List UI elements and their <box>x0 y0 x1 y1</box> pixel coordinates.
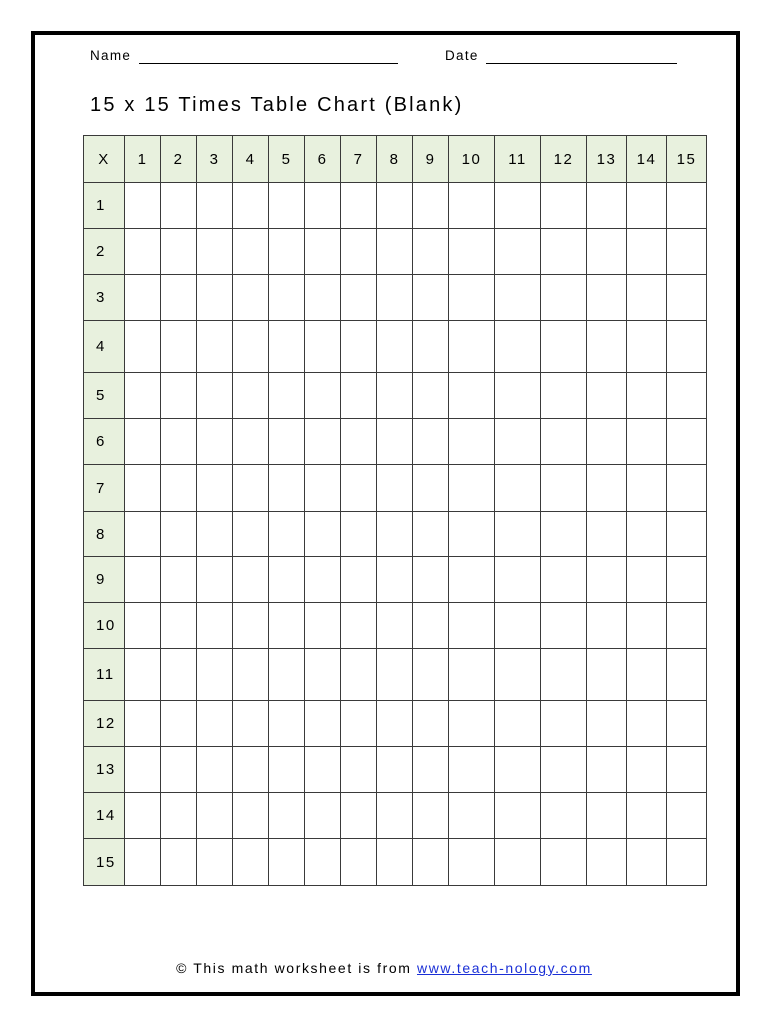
answer-cell[interactable] <box>269 229 305 275</box>
answer-cell[interactable] <box>269 321 305 373</box>
row-header: 13 <box>84 747 125 793</box>
answer-cell[interactable] <box>305 839 341 886</box>
answer-cell[interactable] <box>269 557 305 603</box>
answer-cell[interactable] <box>233 419 269 465</box>
answer-cell[interactable] <box>377 603 413 649</box>
column-header: 14 <box>627 136 667 183</box>
table-row <box>84 321 707 373</box>
row-header: 14 <box>84 793 125 839</box>
answer-cell[interactable] <box>449 603 495 649</box>
table-row <box>84 839 707 886</box>
answer-cell[interactable] <box>413 649 449 701</box>
answer-cell[interactable] <box>233 557 269 603</box>
answer-cell[interactable] <box>161 419 197 465</box>
answer-cell[interactable] <box>541 321 587 373</box>
answer-cell[interactable] <box>125 747 161 793</box>
answer-cell[interactable] <box>197 649 233 701</box>
table-row <box>84 747 707 793</box>
column-header: 1 <box>125 136 161 183</box>
answer-cell[interactable] <box>197 183 233 229</box>
answer-cell[interactable] <box>667 747 707 793</box>
answer-cell[interactable] <box>305 321 341 373</box>
answer-cell[interactable] <box>449 512 495 557</box>
answer-cell[interactable] <box>125 603 161 649</box>
column-header: 15 <box>667 136 707 183</box>
row-header: 4 <box>84 321 125 373</box>
answer-cell[interactable] <box>341 419 377 465</box>
answer-cell[interactable] <box>125 512 161 557</box>
answer-cell[interactable] <box>627 321 667 373</box>
answer-cell[interactable] <box>233 321 269 373</box>
answer-cell[interactable] <box>449 747 495 793</box>
table-row <box>84 465 707 512</box>
answer-cell[interactable] <box>495 321 541 373</box>
answer-cell[interactable] <box>587 747 627 793</box>
answer-cell[interactable] <box>125 557 161 603</box>
answer-cell[interactable] <box>449 419 495 465</box>
name-blank-line[interactable] <box>139 63 398 64</box>
answer-cell[interactable] <box>197 465 233 512</box>
answer-cell[interactable] <box>413 321 449 373</box>
answer-cell[interactable] <box>377 701 413 747</box>
row-header: 15 <box>84 839 125 886</box>
answer-cell[interactable] <box>667 321 707 373</box>
answer-cell[interactable] <box>627 747 667 793</box>
answer-cell[interactable] <box>667 649 707 701</box>
answer-cell[interactable] <box>341 793 377 839</box>
answer-cell[interactable] <box>541 649 587 701</box>
column-header: 5 <box>269 136 305 183</box>
column-header: 8 <box>377 136 413 183</box>
answer-cell[interactable] <box>667 465 707 512</box>
answer-cell[interactable] <box>305 275 341 321</box>
answer-cell[interactable] <box>269 649 305 701</box>
answer-cell[interactable] <box>305 229 341 275</box>
answer-cell[interactable] <box>667 183 707 229</box>
answer-cell[interactable] <box>125 701 161 747</box>
answer-cell[interactable] <box>449 373 495 419</box>
column-header: 9 <box>413 136 449 183</box>
answer-cell[interactable] <box>125 229 161 275</box>
answer-cell[interactable] <box>269 747 305 793</box>
answer-cell[interactable] <box>197 373 233 419</box>
header-fields <box>90 48 690 66</box>
answer-cell[interactable] <box>667 275 707 321</box>
answer-cell[interactable] <box>125 419 161 465</box>
answer-cell[interactable] <box>667 229 707 275</box>
answer-cell[interactable] <box>341 321 377 373</box>
answer-cell[interactable] <box>269 275 305 321</box>
answer-cell[interactable] <box>341 747 377 793</box>
answer-cell[interactable] <box>413 275 449 321</box>
answer-cell[interactable] <box>197 701 233 747</box>
answer-cell[interactable] <box>587 603 627 649</box>
answer-cell[interactable] <box>627 839 667 886</box>
answer-cell[interactable] <box>587 183 627 229</box>
answer-cell[interactable] <box>341 373 377 419</box>
answer-cell[interactable] <box>627 512 667 557</box>
answer-cell[interactable] <box>197 419 233 465</box>
answer-cell[interactable] <box>627 603 667 649</box>
answer-cell[interactable] <box>541 557 587 603</box>
answer-cell[interactable] <box>587 793 627 839</box>
answer-cell[interactable] <box>413 603 449 649</box>
answer-cell[interactable] <box>627 701 667 747</box>
answer-cell[interactable] <box>449 557 495 603</box>
answer-cell[interactable] <box>449 701 495 747</box>
date-blank-line[interactable] <box>486 63 677 64</box>
answer-cell[interactable] <box>587 419 627 465</box>
table-row <box>84 419 707 465</box>
answer-cell[interactable] <box>125 321 161 373</box>
answer-cell[interactable] <box>495 649 541 701</box>
answer-cell[interactable] <box>627 557 667 603</box>
answer-cell[interactable] <box>495 512 541 557</box>
answer-cell[interactable] <box>667 839 707 886</box>
answer-cell[interactable] <box>587 373 627 419</box>
answer-cell[interactable] <box>233 603 269 649</box>
answer-cell[interactable] <box>377 373 413 419</box>
column-header-row <box>84 136 707 183</box>
answer-cell[interactable] <box>495 229 541 275</box>
answer-cell[interactable] <box>161 701 197 747</box>
answer-cell[interactable] <box>269 603 305 649</box>
row-header: 6 <box>84 419 125 465</box>
answer-cell[interactable] <box>667 701 707 747</box>
answer-cell[interactable] <box>495 465 541 512</box>
answer-cell[interactable] <box>541 701 587 747</box>
table-row <box>84 557 707 603</box>
answer-cell[interactable] <box>125 183 161 229</box>
table-row <box>84 373 707 419</box>
answer-cell[interactable] <box>587 512 627 557</box>
answer-cell[interactable] <box>587 649 627 701</box>
answer-cell[interactable] <box>627 465 667 512</box>
answer-cell[interactable] <box>667 603 707 649</box>
answer-cell[interactable] <box>495 183 541 229</box>
table-row <box>84 275 707 321</box>
answer-cell[interactable] <box>377 747 413 793</box>
name-label: Name <box>90 48 132 63</box>
answer-cell[interactable] <box>341 183 377 229</box>
answer-cell[interactable] <box>233 839 269 886</box>
answer-cell[interactable] <box>341 275 377 321</box>
answer-cell[interactable] <box>233 183 269 229</box>
answer-cell[interactable] <box>587 465 627 512</box>
answer-cell[interactable] <box>377 839 413 886</box>
row-header: 12 <box>84 701 125 747</box>
answer-cell[interactable] <box>341 229 377 275</box>
answer-cell[interactable] <box>413 557 449 603</box>
answer-cell[interactable] <box>161 603 197 649</box>
answer-cell[interactable] <box>233 747 269 793</box>
column-header: 7 <box>341 136 377 183</box>
answer-cell[interactable] <box>305 603 341 649</box>
answer-cell[interactable] <box>269 512 305 557</box>
answer-cell[interactable] <box>587 275 627 321</box>
answer-cell[interactable] <box>377 557 413 603</box>
table-row <box>84 229 707 275</box>
answer-cell[interactable] <box>449 839 495 886</box>
corner-cell: X <box>84 136 125 183</box>
answer-cell[interactable] <box>667 373 707 419</box>
footer-link[interactable]: www.teach-nology.com <box>416 960 592 976</box>
answer-cell[interactable] <box>269 839 305 886</box>
table-row <box>84 701 707 747</box>
answer-cell[interactable] <box>161 557 197 603</box>
column-header: 13 <box>587 136 627 183</box>
answer-cell[interactable] <box>413 373 449 419</box>
row-header: 10 <box>84 603 125 649</box>
answer-cell[interactable] <box>341 649 377 701</box>
answer-cell[interactable] <box>125 649 161 701</box>
answer-cell[interactable] <box>197 557 233 603</box>
table-row <box>84 793 707 839</box>
answer-cell[interactable] <box>541 275 587 321</box>
answer-cell[interactable] <box>495 603 541 649</box>
answer-cell[interactable] <box>587 321 627 373</box>
answer-cell[interactable] <box>377 465 413 512</box>
answer-cell[interactable] <box>269 183 305 229</box>
answer-cell[interactable] <box>197 512 233 557</box>
answer-cell[interactable] <box>305 465 341 512</box>
answer-cell[interactable] <box>495 419 541 465</box>
answer-cell[interactable] <box>495 839 541 886</box>
answer-cell[interactable] <box>413 747 449 793</box>
answer-cell[interactable] <box>495 373 541 419</box>
answer-cell[interactable] <box>627 275 667 321</box>
answer-cell[interactable] <box>233 512 269 557</box>
answer-cell[interactable] <box>305 649 341 701</box>
answer-cell[interactable] <box>233 701 269 747</box>
answer-cell[interactable] <box>125 793 161 839</box>
times-table-grid <box>83 135 707 886</box>
table-row <box>84 183 707 229</box>
answer-cell[interactable] <box>341 839 377 886</box>
row-header: 8 <box>84 512 125 557</box>
answer-cell[interactable] <box>341 512 377 557</box>
answer-cell[interactable] <box>587 557 627 603</box>
answer-cell[interactable] <box>495 275 541 321</box>
answer-cell[interactable] <box>305 557 341 603</box>
answer-cell[interactable] <box>667 512 707 557</box>
answer-cell[interactable] <box>449 183 495 229</box>
table-row <box>84 649 707 701</box>
answer-cell[interactable] <box>125 275 161 321</box>
answer-cell[interactable] <box>413 839 449 886</box>
answer-cell[interactable] <box>269 419 305 465</box>
answer-cell[interactable] <box>161 839 197 886</box>
worksheet-title: 15 x 15 Times Table Chart (Blank) <box>90 94 464 116</box>
answer-cell[interactable] <box>161 747 197 793</box>
answer-cell[interactable] <box>377 321 413 373</box>
answer-cell[interactable] <box>161 321 197 373</box>
answer-cell[interactable] <box>541 373 587 419</box>
answer-cell[interactable] <box>541 229 587 275</box>
answer-cell[interactable] <box>413 512 449 557</box>
answer-cell[interactable] <box>413 465 449 512</box>
answer-cell[interactable] <box>233 229 269 275</box>
answer-cell[interactable] <box>541 793 587 839</box>
answer-cell[interactable] <box>305 747 341 793</box>
answer-cell[interactable] <box>233 373 269 419</box>
answer-cell[interactable] <box>449 275 495 321</box>
answer-cell[interactable] <box>667 793 707 839</box>
answer-cell[interactable] <box>161 275 197 321</box>
answer-cell[interactable] <box>341 465 377 512</box>
answer-cell[interactable] <box>161 229 197 275</box>
answer-cell[interactable] <box>541 183 587 229</box>
answer-cell[interactable] <box>495 557 541 603</box>
answer-cell[interactable] <box>627 793 667 839</box>
answer-cell[interactable] <box>449 649 495 701</box>
answer-cell[interactable] <box>125 465 161 512</box>
row-header: 5 <box>84 373 125 419</box>
answer-cell[interactable] <box>233 465 269 512</box>
row-header: 3 <box>84 275 125 321</box>
answer-cell[interactable] <box>269 465 305 512</box>
footer-credit <box>0 960 768 976</box>
answer-cell[interactable] <box>627 183 667 229</box>
column-header: 4 <box>233 136 269 183</box>
answer-cell[interactable] <box>233 275 269 321</box>
table-row <box>84 603 707 649</box>
answer-cell[interactable] <box>305 373 341 419</box>
row-header: 9 <box>84 557 125 603</box>
answer-cell[interactable] <box>627 229 667 275</box>
answer-cell[interactable] <box>197 793 233 839</box>
column-header: 6 <box>305 136 341 183</box>
answer-cell[interactable] <box>413 183 449 229</box>
answer-cell[interactable] <box>305 701 341 747</box>
answer-cell[interactable] <box>341 603 377 649</box>
answer-cell[interactable] <box>413 229 449 275</box>
answer-cell[interactable] <box>197 747 233 793</box>
answer-cell[interactable] <box>413 793 449 839</box>
answer-cell[interactable] <box>627 373 667 419</box>
answer-cell[interactable] <box>161 373 197 419</box>
answer-cell[interactable] <box>541 465 587 512</box>
answer-cell[interactable] <box>269 373 305 419</box>
answer-cell[interactable] <box>341 557 377 603</box>
answer-cell[interactable] <box>667 419 707 465</box>
answer-cell[interactable] <box>449 793 495 839</box>
answer-cell[interactable] <box>125 839 161 886</box>
answer-cell[interactable] <box>587 229 627 275</box>
answer-cell[interactable] <box>197 275 233 321</box>
answer-cell[interactable] <box>305 183 341 229</box>
answer-cell[interactable] <box>449 321 495 373</box>
answer-cell[interactable] <box>449 465 495 512</box>
answer-cell[interactable] <box>377 793 413 839</box>
answer-cell[interactable] <box>197 839 233 886</box>
answer-cell[interactable] <box>197 229 233 275</box>
answer-cell[interactable] <box>233 649 269 701</box>
table-row <box>84 512 707 557</box>
answer-cell[interactable] <box>541 603 587 649</box>
answer-cell[interactable] <box>541 512 587 557</box>
answer-cell[interactable] <box>305 793 341 839</box>
row-header: 1 <box>84 183 125 229</box>
date-label: Date <box>445 48 479 63</box>
row-header: 7 <box>84 465 125 512</box>
answer-cell[interactable] <box>377 229 413 275</box>
answer-cell[interactable] <box>161 183 197 229</box>
answer-cell[interactable] <box>269 793 305 839</box>
answer-cell[interactable] <box>233 793 269 839</box>
row-header: 2 <box>84 229 125 275</box>
column-header: 2 <box>161 136 197 183</box>
column-header: 10 <box>449 136 495 183</box>
answer-cell[interactable] <box>627 649 667 701</box>
answer-cell[interactable] <box>587 701 627 747</box>
answer-cell[interactable] <box>161 465 197 512</box>
column-header: 11 <box>495 136 541 183</box>
answer-cell[interactable] <box>341 701 377 747</box>
answer-cell[interactable] <box>269 701 305 747</box>
answer-cell[interactable] <box>377 512 413 557</box>
answer-cell[interactable] <box>197 321 233 373</box>
answer-cell[interactable] <box>125 373 161 419</box>
answer-cell[interactable] <box>495 747 541 793</box>
answer-cell[interactable] <box>377 419 413 465</box>
answer-cell[interactable] <box>627 419 667 465</box>
answer-cell[interactable] <box>587 839 627 886</box>
answer-cell[interactable] <box>197 603 233 649</box>
answer-cell[interactable] <box>161 793 197 839</box>
answer-cell[interactable] <box>413 701 449 747</box>
answer-cell[interactable] <box>495 701 541 747</box>
column-header: 12 <box>541 136 587 183</box>
answer-cell[interactable] <box>495 793 541 839</box>
answer-cell[interactable] <box>161 512 197 557</box>
footer-text: © This math worksheet is from <box>176 960 417 976</box>
answer-cell[interactable] <box>413 419 449 465</box>
answer-cell[interactable] <box>377 649 413 701</box>
answer-cell[interactable] <box>377 275 413 321</box>
answer-cell[interactable] <box>161 649 197 701</box>
row-header: 11 <box>84 649 125 701</box>
answer-cell[interactable] <box>541 747 587 793</box>
answer-cell[interactable] <box>449 229 495 275</box>
answer-cell[interactable] <box>305 512 341 557</box>
answer-cell[interactable] <box>305 419 341 465</box>
column-header: 3 <box>197 136 233 183</box>
answer-cell[interactable] <box>667 557 707 603</box>
answer-cell[interactable] <box>541 839 587 886</box>
answer-cell[interactable] <box>541 419 587 465</box>
answer-cell[interactable] <box>377 183 413 229</box>
